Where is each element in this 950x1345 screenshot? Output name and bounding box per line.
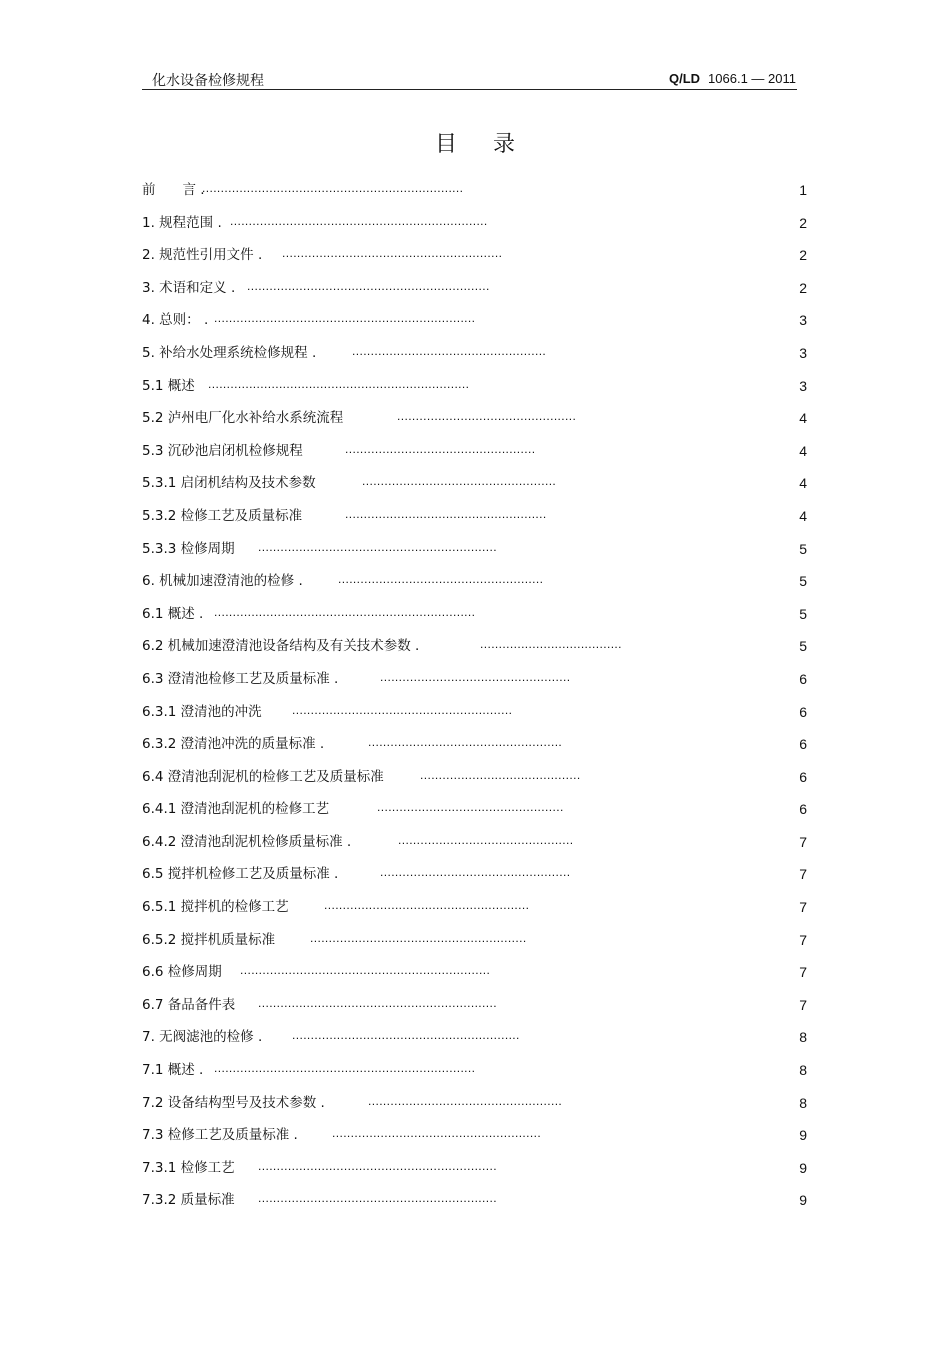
toc-list xyxy=(142,174,807,1217)
toc-entry-page: 5 xyxy=(799,605,807,622)
toc-entry[interactable] xyxy=(142,370,807,403)
toc-entry-page: 7 xyxy=(799,866,807,883)
toc-entry[interactable] xyxy=(142,630,807,663)
toc-entry-leader: ................................................................ xyxy=(258,995,497,1010)
toc-entry-page: 5 xyxy=(799,573,807,590)
toc-entry-leader: .................................................... xyxy=(368,735,563,750)
toc-entry-page: 4 xyxy=(799,410,807,427)
toc-entry-label: 1. 规程范围 . xyxy=(142,214,222,231)
toc-entry-page: 4 xyxy=(799,507,807,524)
toc-entry-leader: ........................................................... xyxy=(282,246,503,261)
toc-entry-page: 9 xyxy=(799,1159,807,1176)
toc-entry[interactable] xyxy=(142,500,807,533)
toc-entry-label: 7.1 概述 . xyxy=(142,1062,204,1079)
toc-entry-label: 5.1 概述 xyxy=(142,377,195,394)
toc-entry-label: 7.3.2 质量标准 xyxy=(142,1192,235,1209)
toc-entry-page: 8 xyxy=(799,1094,807,1111)
toc-entry-page: 8 xyxy=(799,1029,807,1046)
toc-entry-leader: .................................................... xyxy=(352,343,547,358)
toc-entry-page: 6 xyxy=(799,736,807,753)
toc-entry[interactable] xyxy=(142,565,807,598)
toc-entry[interactable] xyxy=(142,533,807,566)
toc-entry-label: 6.6 检修周期 xyxy=(142,964,222,981)
toc-entry[interactable] xyxy=(142,793,807,826)
toc-entry-leader: ...................................................... xyxy=(345,506,547,521)
toc-entry-leader: ................................................................... xyxy=(240,963,491,978)
toc-entry-leader: ........................................................ xyxy=(332,1126,542,1141)
toc-entry-label: 6. 机械加速澄清池的检修 . xyxy=(142,573,303,590)
toc-entry-label: 7.3 检修工艺及质量标准 . xyxy=(142,1127,298,1144)
toc-entry[interactable] xyxy=(142,598,807,631)
toc-entry-page: 9 xyxy=(799,1192,807,1209)
toc-entry-leader: ...................................................................... xyxy=(214,1061,476,1076)
toc-entry[interactable] xyxy=(142,858,807,891)
header-rule xyxy=(142,89,797,90)
toc-entry[interactable] xyxy=(142,1021,807,1054)
toc-entry-label: 6.1 概述 . xyxy=(142,605,204,622)
toc-entry-page: 1 xyxy=(799,182,807,198)
toc-entry-leader: ............................................... xyxy=(398,832,574,847)
toc-entry-leader: .......................................................... xyxy=(310,930,527,945)
toc-entry-leader: ................................................... xyxy=(380,865,571,880)
toc-entry-label: 6.5 搅拌机检修工艺及质量标准 . xyxy=(142,866,339,883)
toc-entry-page: 6 xyxy=(799,801,807,818)
toc-entry-page: 3 xyxy=(799,344,807,361)
toc-entry[interactable] xyxy=(142,337,807,370)
toc-entry-label: 前 言 . xyxy=(142,182,205,198)
toc-entry[interactable] xyxy=(142,207,807,240)
toc-entry-page: 2 xyxy=(799,247,807,264)
toc-entry[interactable] xyxy=(142,728,807,761)
toc-entry[interactable] xyxy=(142,304,807,337)
toc-entry-leader: ...................................... xyxy=(480,637,622,652)
toc-entry-page: 4 xyxy=(799,442,807,459)
toc-entry-label: 5.3.1 启闭机结构及技术参数 xyxy=(142,475,316,492)
toc-entry-page: 4 xyxy=(799,475,807,492)
toc-entry-label: 2. 规范性引用文件 . xyxy=(142,247,263,264)
toc-entry-leader: .................................................... xyxy=(362,474,557,489)
toc-entry[interactable] xyxy=(142,1184,807,1217)
toc-entry-label: 6.3 澄清池检修工艺及质量标准 . xyxy=(142,670,339,687)
toc-entry[interactable] xyxy=(142,239,807,272)
toc-entry[interactable] xyxy=(142,435,807,468)
toc-entry-label: 6.3.1 澄清池的冲洗 xyxy=(142,703,262,720)
toc-entry-leader: ...................................................................... xyxy=(208,376,470,391)
toc-entry[interactable] xyxy=(142,1119,807,1152)
toc-entry-leader: ................................................................ xyxy=(258,1158,497,1173)
toc-entry-page: 7 xyxy=(799,899,807,916)
toc-entry-label: 5.2 泸州电厂化水补给水系统流程 xyxy=(142,410,344,427)
toc-entry-leader: ....................................................... xyxy=(324,898,530,913)
toc-entry-label: 5. 补给水处理系统检修规程 . xyxy=(142,344,317,361)
toc-entry-leader: ...................................................................... xyxy=(214,604,476,619)
toc-entry[interactable] xyxy=(142,891,807,924)
toc-entry[interactable] xyxy=(142,924,807,957)
toc-entry[interactable] xyxy=(142,1152,807,1185)
toc-entry-page: 9 xyxy=(799,1127,807,1144)
toc-entry-page: 3 xyxy=(799,312,807,329)
toc-entry-label: 6.7 备品备件表 xyxy=(142,996,236,1013)
toc-entry[interactable] xyxy=(142,174,807,207)
toc-entry-page: 7 xyxy=(799,964,807,981)
toc-entry-leader: ...................................................................... xyxy=(202,181,464,195)
toc-entry-label: 5.3 沉砂池启闭机检修规程 xyxy=(142,442,303,459)
doc-number xyxy=(669,71,796,86)
toc-entry-page: 2 xyxy=(799,214,807,231)
toc-entry-leader: ........................................................... xyxy=(292,702,513,717)
toc-entry-label: 7.3.1 检修工艺 xyxy=(142,1159,235,1176)
toc-entry[interactable] xyxy=(142,761,807,794)
toc-entry-label: 6.5.2 搅拌机质量标准 xyxy=(142,931,276,948)
toc-entry-leader: .................................................. xyxy=(377,800,564,815)
toc-entry-label: 3. 术语和定义 . xyxy=(142,279,236,296)
toc-entry-leader: ................................................ xyxy=(397,409,577,424)
toc-entry-label: 7.2 设备结构型号及技术参数 . xyxy=(142,1094,325,1111)
toc-entry-leader: ..................................................................... xyxy=(230,213,488,228)
toc-entry-label: 6.5.1 搅拌机的检修工艺 xyxy=(142,899,289,916)
doc-number-value: 1066.1 — 2011 xyxy=(708,71,796,86)
toc-entry-leader: ................................................................. xyxy=(247,278,490,293)
toc-entry[interactable] xyxy=(142,272,807,305)
toc-entry-label: 5.3.3 检修周期 xyxy=(142,540,235,557)
toc-entry-label: 6.2 机械加速澄清池设备结构及有关技术参数 . xyxy=(142,638,420,655)
toc-entry-leader: ................................................................ xyxy=(258,539,497,554)
toc-entry-label: 6.4.1 澄清池刮泥机的检修工艺 xyxy=(142,801,330,818)
toc-entry-page: 5 xyxy=(799,540,807,557)
toc-entry-leader: ........................................... xyxy=(420,767,581,782)
toc-entry-label: 6.4 澄清池刮泥机的检修工艺及质量标准 xyxy=(142,768,384,785)
toc-entry-leader: .................................................... xyxy=(368,1093,563,1108)
toc-entry-page: 6 xyxy=(799,703,807,720)
toc-entry-label: 6.4.2 澄清池刮泥机检修质量标准 . xyxy=(142,833,352,850)
toc-entry-page: 7 xyxy=(799,931,807,948)
toc-entry-leader: ................................................................ xyxy=(258,1191,497,1206)
toc-entry[interactable] xyxy=(142,1054,807,1087)
toc-entry-leader: ............................................................. xyxy=(292,1028,520,1043)
toc-entry[interactable] xyxy=(142,826,807,859)
toc-entry-label: 4. 总则： . xyxy=(142,312,209,329)
doc-code: Q/LD xyxy=(668,71,701,86)
toc-entry-page: 3 xyxy=(799,377,807,394)
toc-entry-page: 6 xyxy=(799,670,807,687)
toc-entry-leader: ....................................................... xyxy=(338,572,544,587)
doc-title: 化水设备检修规程 xyxy=(152,73,264,89)
toc-entry-label: 6.3.2 澄清池冲洗的质量标准 . xyxy=(142,736,325,753)
toc-entry[interactable] xyxy=(142,696,807,729)
toc-entry[interactable] xyxy=(142,467,807,500)
toc-entry-leader: ................................................... xyxy=(345,441,536,456)
toc-entry-label: 5.3.2 检修工艺及质量标准 xyxy=(142,507,303,524)
toc-entry-page: 6 xyxy=(799,768,807,785)
toc-entry-label: 7. 无阀滤池的检修 . xyxy=(142,1029,263,1046)
toc-title: 目录 xyxy=(434,132,551,157)
toc-entry[interactable] xyxy=(142,402,807,435)
toc-entry-page: 2 xyxy=(799,279,807,296)
toc-entry-page: 5 xyxy=(799,638,807,655)
toc-entry-page: 7 xyxy=(799,996,807,1013)
toc-entry-page: 8 xyxy=(799,1062,807,1079)
toc-entry-leader: ...................................................................... xyxy=(214,311,476,326)
toc-entry-leader: ................................................... xyxy=(380,669,571,684)
toc-entry[interactable] xyxy=(142,663,807,696)
toc-entry[interactable] xyxy=(142,1087,807,1120)
toc-entry[interactable] xyxy=(142,956,807,989)
toc-entry-page: 7 xyxy=(799,833,807,850)
toc-entry[interactable] xyxy=(142,989,807,1022)
